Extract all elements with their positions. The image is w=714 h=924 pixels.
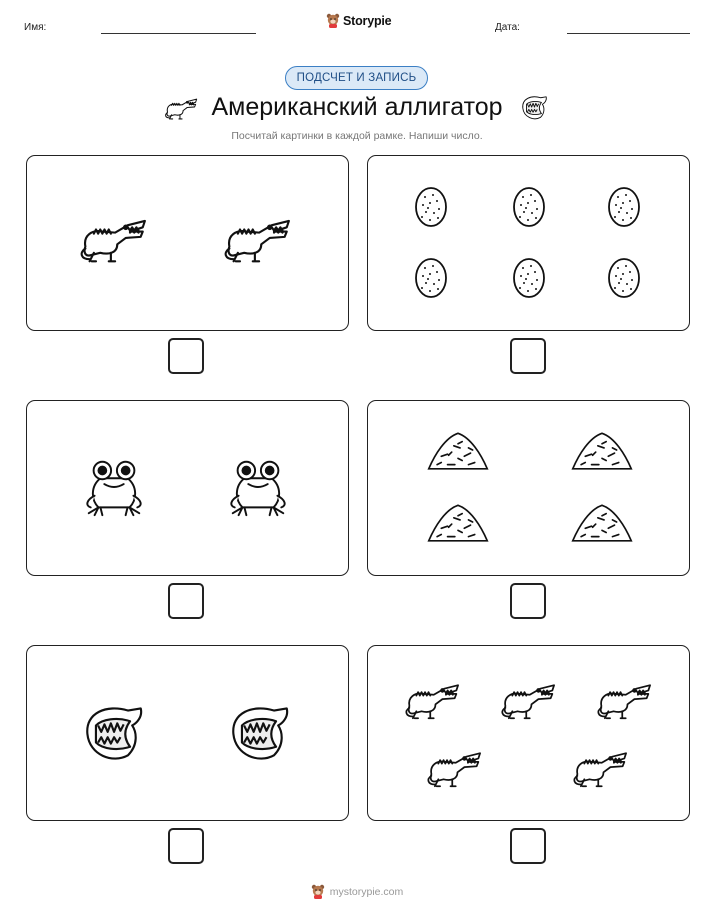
page-title: Американский аллигатор bbox=[211, 93, 503, 121]
egg-icon bbox=[607, 256, 641, 300]
alligator-icon bbox=[79, 214, 147, 264]
frog-icon bbox=[225, 455, 291, 519]
date-label: Дата: bbox=[495, 22, 520, 33]
answer-box-1[interactable] bbox=[168, 338, 204, 374]
alligator-icon bbox=[404, 680, 460, 720]
answer-box-5[interactable] bbox=[168, 828, 204, 864]
count-frame-3 bbox=[26, 400, 349, 576]
activity-badge: ПОДСЧЕТ И ЗАПИСЬ bbox=[285, 66, 428, 90]
nest-mound-icon bbox=[570, 427, 634, 473]
alligator-icon bbox=[223, 214, 291, 264]
answer-box-6[interactable] bbox=[510, 828, 546, 864]
alligator-icon bbox=[596, 680, 652, 720]
egg-icon bbox=[607, 185, 641, 229]
footer-link[interactable]: mystorypie.com bbox=[329, 885, 404, 898]
alligator-icon bbox=[426, 748, 482, 788]
frog-icon bbox=[81, 455, 147, 519]
alligator-icon bbox=[500, 680, 556, 720]
count-frame-5 bbox=[26, 645, 349, 821]
egg-icon bbox=[414, 256, 448, 300]
count-frame-6 bbox=[367, 645, 690, 821]
page-title-wrap bbox=[0, 93, 714, 122]
answer-box-3[interactable] bbox=[168, 583, 204, 619]
footer bbox=[0, 884, 714, 899]
bear-mascot-icon bbox=[326, 13, 340, 28]
bear-mascot-icon bbox=[311, 884, 325, 899]
nest-mound-icon bbox=[426, 427, 490, 473]
alligator-jaws-icon bbox=[520, 94, 548, 122]
count-frame-4 bbox=[367, 400, 690, 576]
egg-icon bbox=[512, 256, 546, 300]
logo-text: Storypie bbox=[343, 13, 392, 28]
name-label: Имя: bbox=[24, 22, 47, 33]
nest-mound-icon bbox=[570, 499, 634, 545]
alligator-icon bbox=[572, 748, 628, 788]
alligator-jaws-icon bbox=[227, 702, 291, 766]
count-frame-2 bbox=[367, 155, 690, 331]
egg-icon bbox=[512, 185, 546, 229]
name-line[interactable] bbox=[101, 33, 256, 34]
alligator-jaws-icon bbox=[81, 702, 145, 766]
egg-icon bbox=[414, 185, 448, 229]
date-line[interactable] bbox=[567, 33, 690, 34]
count-frame-1 bbox=[26, 155, 349, 331]
nest-mound-icon bbox=[426, 499, 490, 545]
instructions: Посчитай картинки в каждой рамке. Напиши число. bbox=[231, 130, 483, 142]
answer-box-4[interactable] bbox=[510, 583, 546, 619]
logo bbox=[326, 13, 391, 28]
answer-box-2[interactable] bbox=[510, 338, 546, 374]
